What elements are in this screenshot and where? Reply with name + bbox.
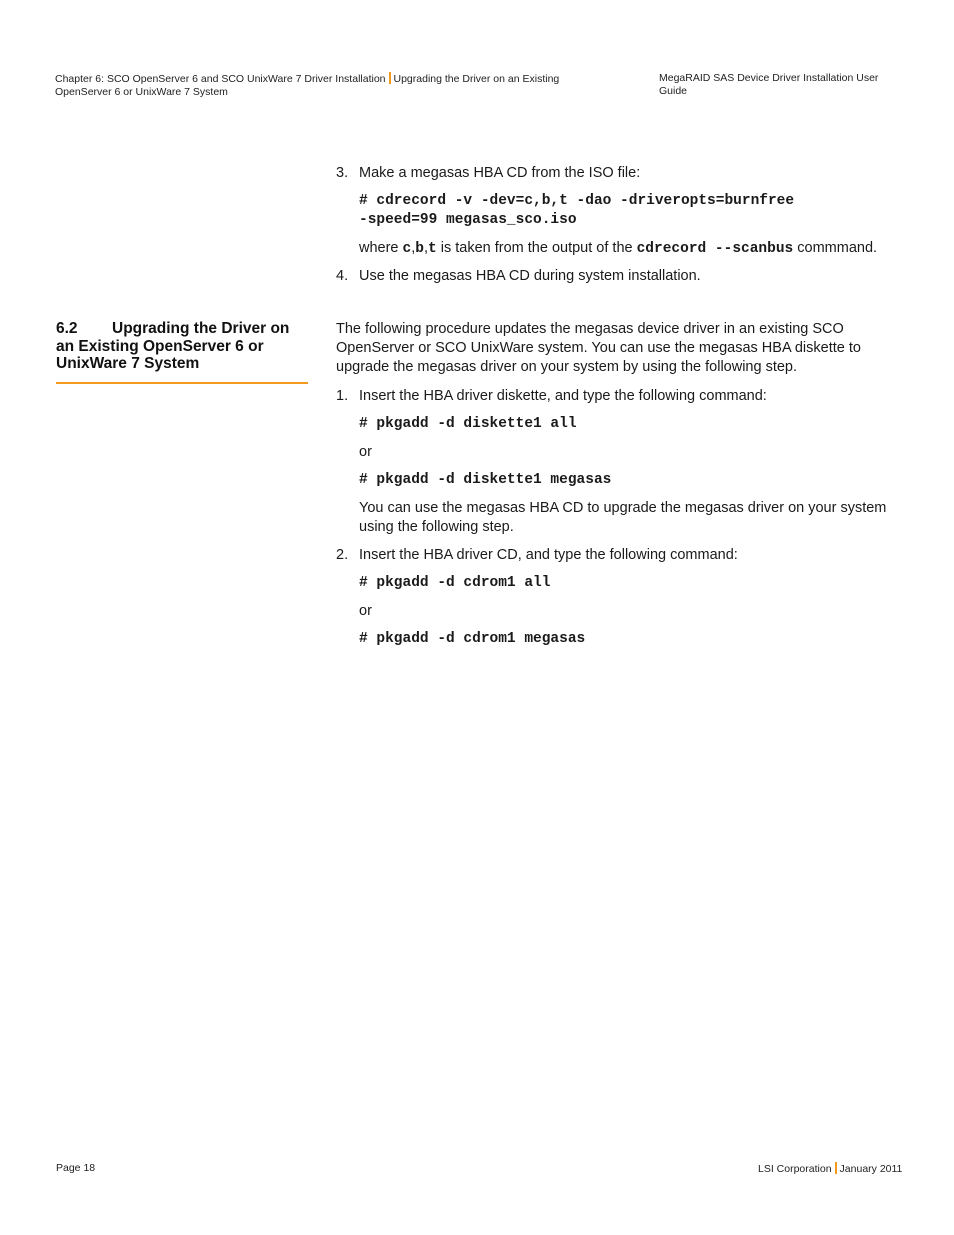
step-3-code-line2: -speed=99 megasas_sco.iso [359,212,577,228]
where-cmd: cdrecord --scanbus [636,241,794,257]
header-divider-bar [389,72,391,84]
note-line1: You can use the megasas HBA CD to upgrade the megasas driver on your system [359,500,887,516]
where-sep1: , [411,240,416,256]
section-heading [56,320,308,384]
header-guide-title: MegaRAID SAS Device Driver Installation User Guide [659,72,879,97]
where-sep2: , [423,240,428,256]
where-suffix: commmand. [793,240,878,256]
step-2-text: Insert the HBA driver CD, and type the following command: [359,547,738,563]
section-number: 6.2 [56,320,78,337]
step-4-number: 4. [336,268,349,284]
intro-line1: The following procedure updates the megasas device driver in an existing SCO [336,321,844,337]
where-prefix: where [359,240,403,256]
footer-divider-bar [835,1162,837,1174]
or-2: or [359,603,372,619]
step-1-text: Insert the HBA driver diskette, and type the following command: [359,388,767,404]
header-section-line1: Upgrading the Driver on an Existing [393,73,560,85]
running-header-left [55,72,575,98]
footer-page-number: Page 18 [56,1162,96,1174]
intro-line2: OpenServer or SCO UnixWare system. You can use the megasas HBA diskette to [336,340,861,356]
step-1-number: 1. [336,388,349,404]
step-3-number: 3. [336,165,349,181]
where-b: b [415,241,424,257]
where-c: c [402,241,412,257]
step-2-code-a: # pkgadd -d cdrom1 all [359,575,551,591]
footer-date: January 2011 [839,1163,903,1175]
section-title-line3: UnixWare 7 System [56,355,200,372]
step-3-code-line1: # cdrecord -v -dev=c,b,t -dao -driveropts=burnfree [359,193,795,209]
step-2-code-b: # pkgadd -d cdrom1 megasas [359,631,586,647]
section-title-line2: an Existing OpenServer 6 or [56,337,264,355]
note-text [359,499,904,537]
footer-company: LSI Corporation [758,1163,832,1175]
section-intro [336,320,896,377]
where-t: t [428,241,437,257]
step-4-text: Use the megasas HBA CD during system installation. [359,268,701,284]
where-mid: is taken from the output of the [436,240,637,256]
footer-right [758,1162,902,1176]
or-1: or [359,444,372,460]
header-chapter: Chapter 6: SCO OpenServer 6 and SCO UnixWare 7 Driver Installation [55,73,386,85]
intro-line3: upgrade the megasas driver on your system by using the following step. [336,359,798,375]
where-text [359,239,904,259]
step-2-number: 2. [336,547,349,563]
step-3-text: Make a megasas HBA CD from the ISO file: [359,165,641,181]
header-section-line2: OpenServer 6 or UnixWare 7 System [55,85,228,98]
step-1-code-b: # pkgadd -d diskette1 megasas [359,472,612,488]
note-line2: using the following step. [359,519,514,535]
step-1-code-a: # pkgadd -d diskette1 all [359,416,577,432]
section-title-line1: Upgrading the Driver on [112,320,290,337]
